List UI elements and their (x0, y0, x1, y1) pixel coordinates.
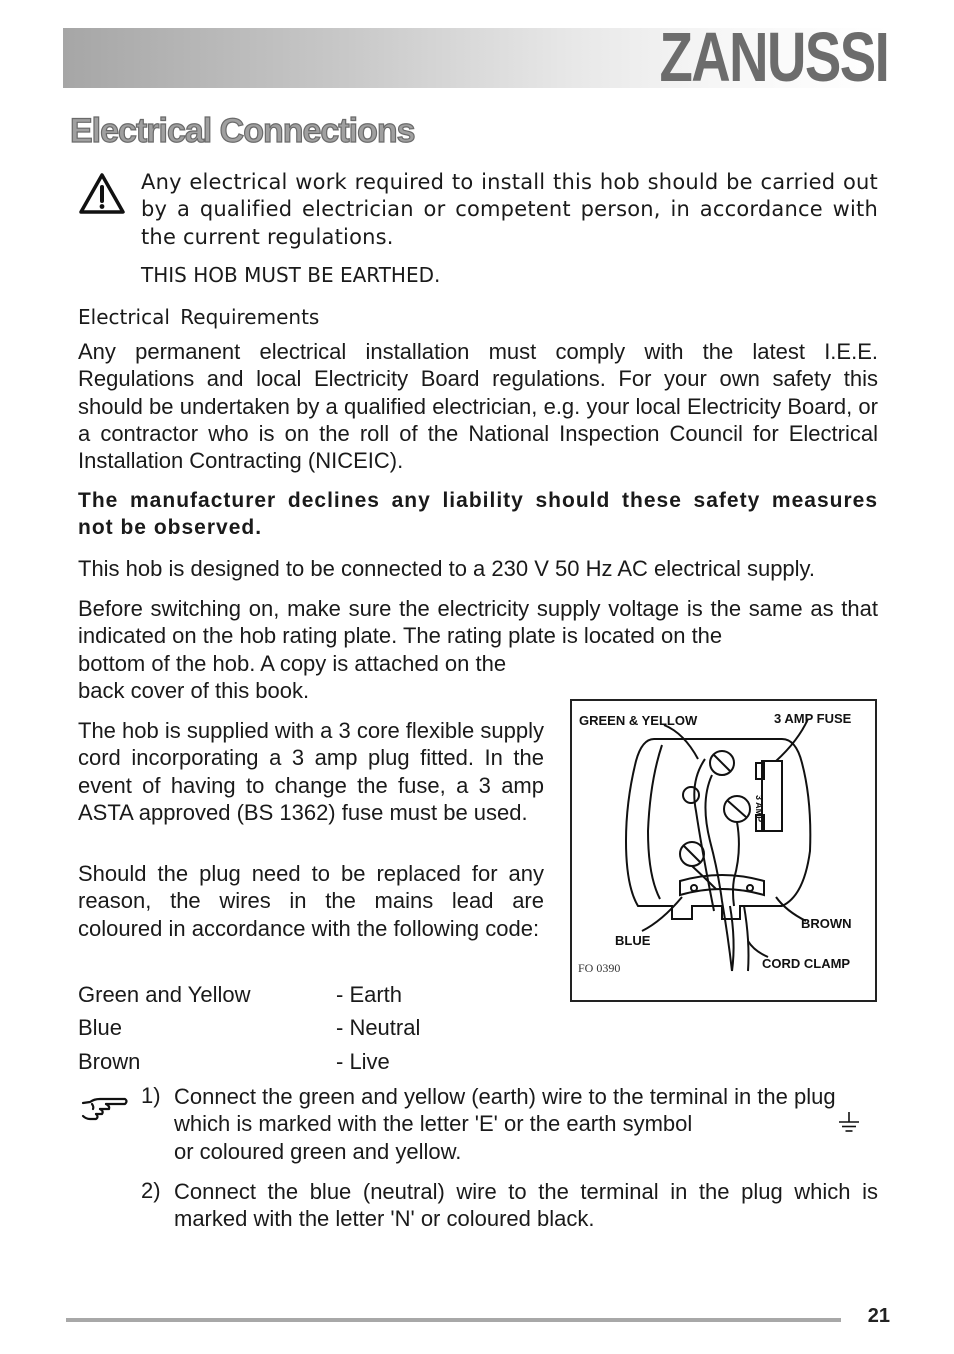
warning-triangle-icon (78, 172, 126, 216)
wire-meaning: - Neutral (336, 1015, 421, 1040)
step-number: 1) (141, 1083, 161, 1108)
label-fuse: 3 AMP FUSE (774, 711, 852, 726)
step-text: Connect the blue (neutral) wire to the terminal in the plug which is marked with the letter 'N' or coloured black. (174, 1179, 878, 1232)
plug-paragraph: Should the plug need to be replaced for any reason, the wires in the mains lead are coloured in accordance with the following code: (78, 861, 544, 941)
page-title: Electrical Connections (70, 112, 415, 150)
step-text: Connect the green and yellow (earth) wire to the terminal in the plug which is marked with the letter 'E' or the earth symbol (174, 1084, 836, 1137)
brand-logo: ZANUSSI (659, 18, 888, 96)
figure-code: FO 0390 (578, 961, 621, 975)
earthed-notice: THIS HOB MUST BE EARTHED. (141, 263, 441, 287)
wire-colour: Blue (78, 1015, 123, 1040)
plug-wiring-diagram (570, 699, 877, 1002)
voltage-paragraph: Before switching on, make sure the electricity supply voltage is the same as that indicated on the hob rating plate. The rating plate is located on the (78, 596, 878, 649)
fuse-paragraph: The hob is supplied with a 3 core flexible supply cord incorporating a 3 amp plug fitted. In the event of having to change the fuse, a 3 amp ASTA approved (BS 1362) fuse must be used. (78, 718, 544, 825)
requirements-paragraph: Any permanent electrical installation must comply with the latest I.E.E. Regulations and local Electricity Board regulations. For your own safety this should be undertaken by a qualified electrician, e.g. your local Electricity Board, or a contractor who is on the roll of the National Inspection Council for Electrical Installation Contracting (NICEIC). (78, 339, 878, 474)
page-number: 21 (867, 1305, 890, 1327)
label-green-yellow: GREEN & YELLOW (579, 713, 698, 728)
pointing-hand-icon (80, 1094, 130, 1124)
wire-meaning: - Earth (336, 982, 403, 1007)
supply-paragraph: This hob is designed to be connected to a 230 V 50 Hz AC electrical supply. (78, 556, 816, 581)
fuse-body-label: 3 AMP (754, 795, 764, 823)
warning-text: Any electrical work required to install this hob should be carried out by a qualified electrician or competent person, in accordance with the current regulations. (141, 170, 878, 249)
label-blue: BLUE (615, 933, 651, 948)
step-number: 2) (141, 1178, 161, 1203)
label-cord-clamp: CORD CLAMP (762, 956, 851, 971)
earth-symbol-icon (836, 1110, 862, 1136)
step-text-cont: or coloured green and yellow. (174, 1139, 462, 1164)
wire-meaning: - Live (336, 1049, 390, 1074)
wire-colour: Brown (78, 1049, 141, 1074)
voltage-paragraph-cont: bottom of the hob. A copy is attached on the back cover of this book. (78, 651, 507, 704)
footer-divider (66, 1318, 841, 1322)
wire-colour: Green and Yellow (78, 982, 251, 1007)
label-brown: BROWN (801, 916, 852, 931)
liability-notice: The manufacturer declines any liability should these safety measures not be observed. (78, 489, 878, 540)
section-heading: Electrical Requirements (78, 305, 320, 329)
